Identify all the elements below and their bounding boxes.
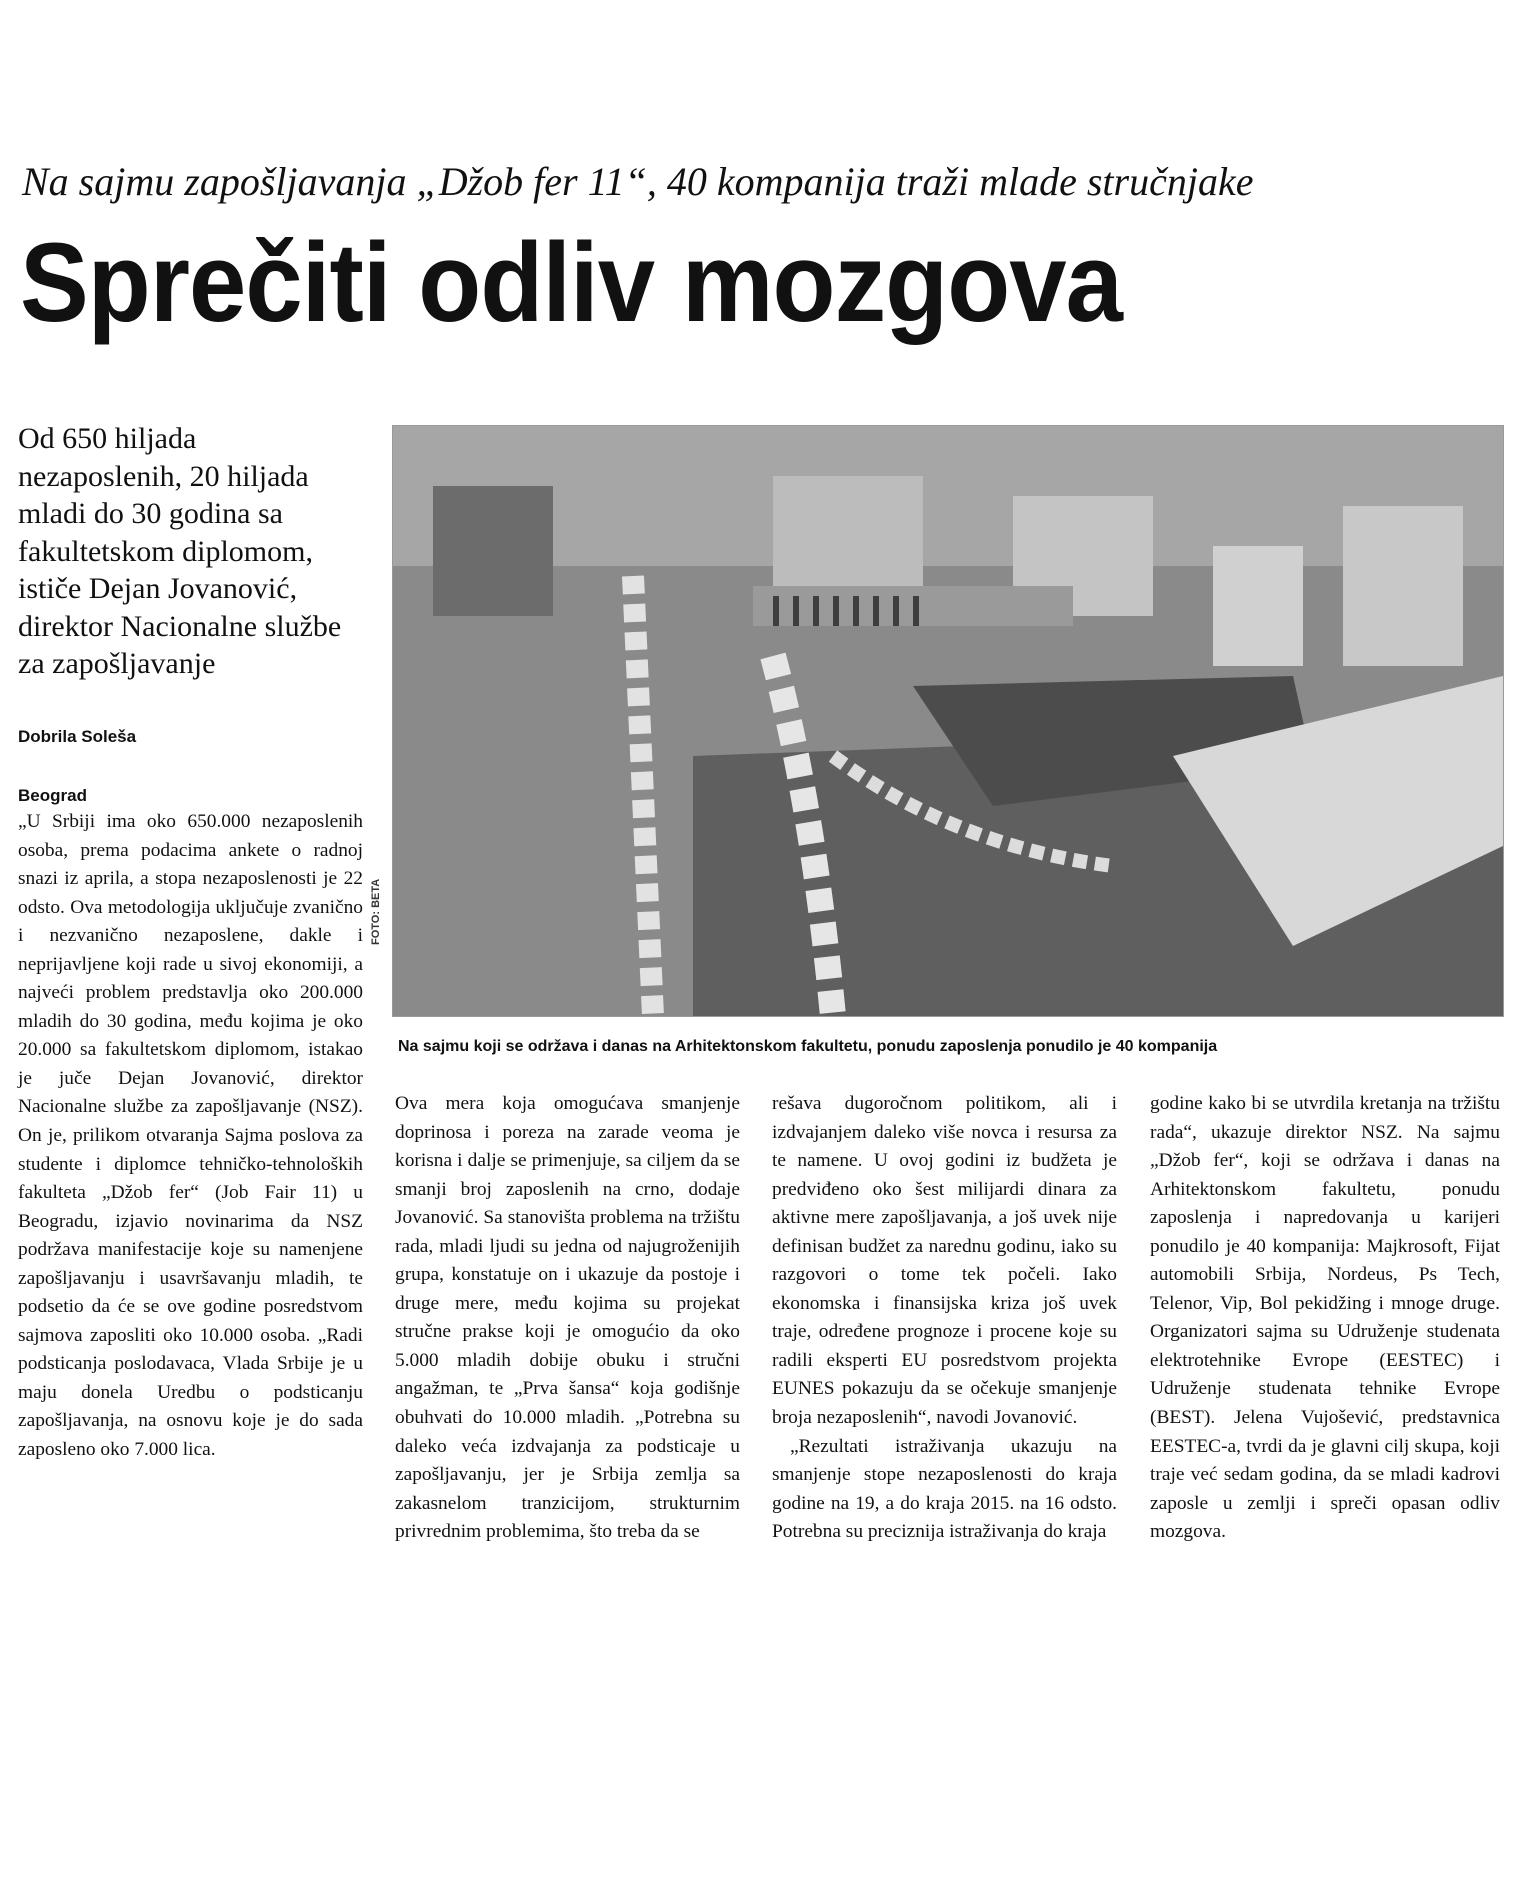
paragraph: Ova mera koja omogućava smanjenje doprinosa i poreza na zarade veoma je korisna i dalje se primenjuje, sa ciljem da se smanji broj zaposlenih na crno, dodaje Jovanović. Sa stanovišta problema na tržištu rada, mladi ljudi su jedna od najugroženijih grupa, konstatuje on i ukazuje da postoje i druge mere, među kojima su projekat stručne prakse koji je omogućio da oko 5.000 mladih dobije obuku i stručni angažman, te „Prva šansa“ koja godišnje obuhvati do 10.000 mladih. „Potrebna su daleko veća izdvajanja za podsticaje u zapošljavanju, jer je Srbija zemlja sa zakasnelom tranzicijom, strukturnim privrednim problemima, što treba da se [395, 1093, 740, 1543]
paragraph: godine kako bi se utvrdila kretanja na tržištu rada“, ukazuje direktor NSZ. Na sajmu „Džob fer“, koji se održava i danas na Arhitektonskom fakultetu, ponudu zaposlenja i napredovanja u karijeri ponudilo je 40 kompanija: Majkrosoft, Fijat automobili Srbija, Nordeus, Ps Tech, Telenor, Vip, Bol pekidžing i mnoge druge. Organizatori sajma su Udruženje studenata elektrotehnike Evrope (EESTEC) i Udruženje studenata tehnike Evrope (BEST). Jelena Vujošević, predstavnica EESTEC-a, tvrdi da je glavni cilj skupa, koji traje već sedam godina, da se mladi kadrovi zaposle u zemlji i spreči opasan odliv mozgova. [1150, 1093, 1500, 1543]
news-photo [392, 425, 1504, 1017]
kicker: Na sajmu zapošljavanja „Džob fer 11“, 40 kompanija traži mlade stručnjake [22, 159, 1254, 204]
byline: Dobrila Soleša [18, 727, 137, 746]
paragraph: rešava dugoročnom politikom, ali i izdvajanjem daleko više novca i resursa za te namene. U ovoj godini iz budžeta je predviđeno oko šest milijardi dinara za aktivne mere zapošljavanja, a još uvek nije definisan budžet za narednu godinu, iako su razgovori o tome tek počeli. Iako ekonomska i finansijska kriza još uvek traje, određene prognoze i procene koje su radili eksperti EU posredstvom projekta EUNES pokazuju da se očekuje smanjenje broja nezaposlenih“, navodi Jovanović. [772, 1093, 1117, 1429]
article-column-3 [772, 1090, 1117, 1547]
article-column-1 [18, 808, 363, 1465]
photo-credit: FOTO: BETA [370, 878, 382, 945]
dateline: Beograd [18, 786, 87, 805]
paragraph: „Rezultati istraživanja ukazuju na smanjenje stope nezaposlenosti do kraja godine na 19, a do kraja 2015. na 16 odsto. Potrebna su preciznija istraživanja do kraja [772, 1435, 1117, 1543]
paragraph: „U Srbiji ima oko 650.000 nezaposlenih osoba, prema podacima ankete o radnoj snazi iz aprila, a stopa nezaposlenosti je 22 odsto. Ova metodologija uključuje zvanično i nezvanično nezaposlene, dakle i neprijavljene koji rade u sivoj ekonomiji, a najveći problem predstavlja oko 200.000 mladih do 30 godina, među kojima je oko 20.000 sa fakultetskom diplomom, istakao je juče Dejan Jovanović, direktor Nacionalne službe za zapošljavanje (NSZ). On je, prilikom otvaranja Sajma poslova za studente i diplomce tehničko-tehnoloških fakulteta „Džob fer“ (Job Fair 11) u Beogradu, izjavio novinarima da NSZ podržava manifestacije koje su namenjene zapošljavanju i usavršavanju mladih, te podsetio da će se ove godine posredstvom sajmova zaposliti oko 10.000 osoba. „Radi podsticanja poslodavaca, Vlada Srbije je u maju donela Uredbu o podsticanju zapošljavanja, na osnovu koje je do sada zaposleno oko 7.000 lica. [18, 811, 363, 1461]
lead-paragraph: Od 650 hiljada nezaposlenih, 20 hiljada mladi do 30 godina sa fakultetskom diplomom, ističe Dejan Jovanović, direktor Nacionalne službe za zapošljavanje [18, 422, 342, 680]
article-column-2 [395, 1090, 740, 1547]
article-column-4 [1150, 1090, 1500, 1547]
headline: Sprečiti odliv mozgova [20, 220, 1122, 345]
photo-caption: Na sajmu koji se održava i danas na Arhitektonskom fakultetu, ponudu zaposlenja ponudilo je 40 kompanija [398, 1038, 1218, 1055]
